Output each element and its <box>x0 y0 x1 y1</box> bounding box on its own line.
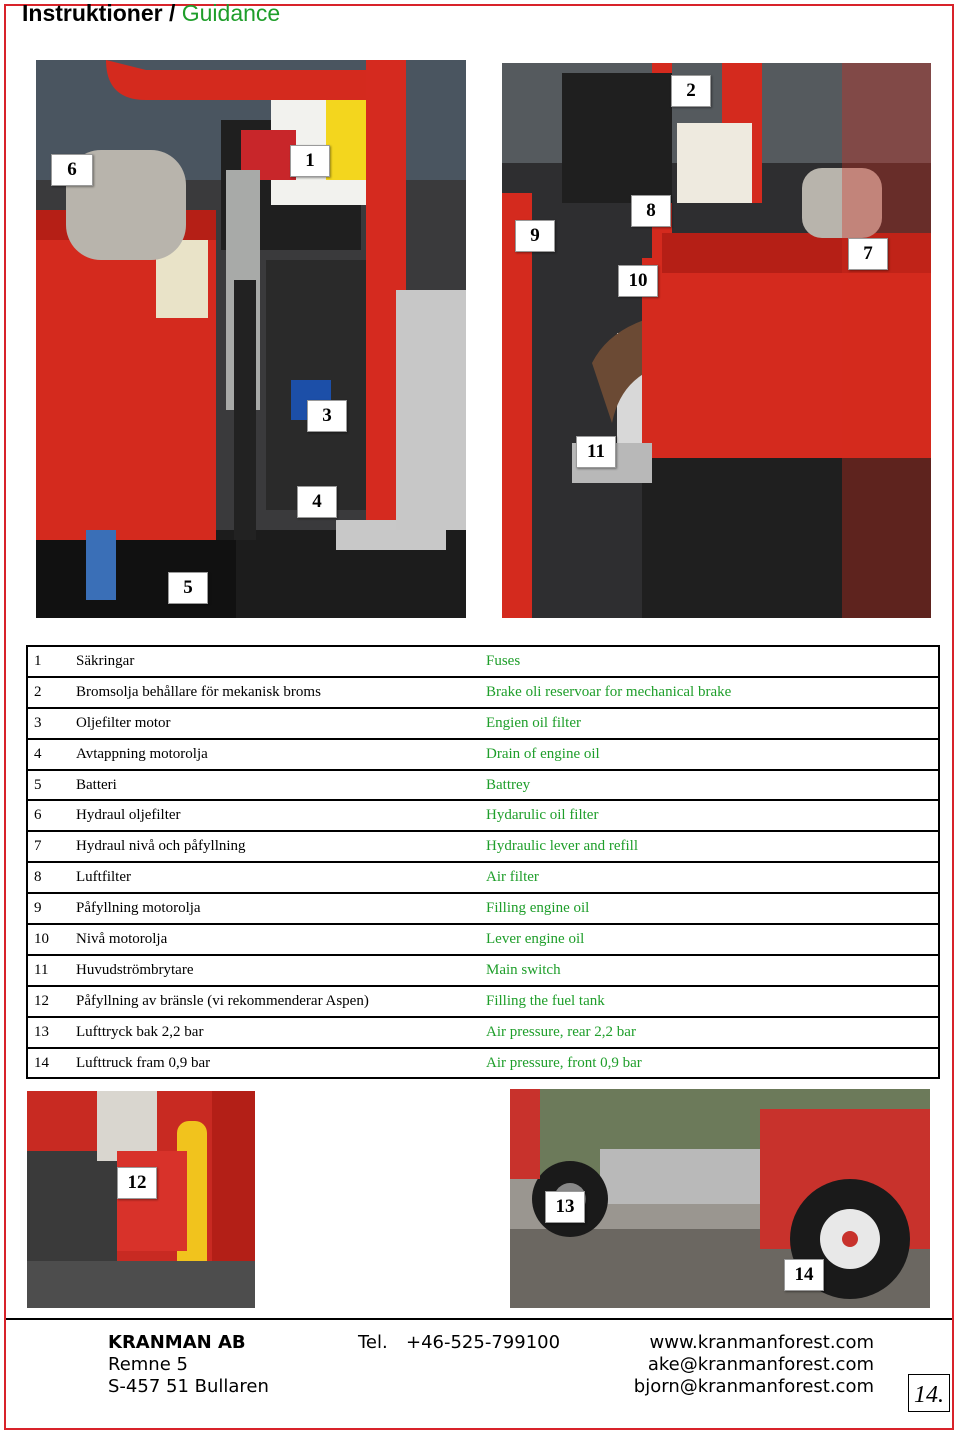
part-number: 2 <box>27 677 70 708</box>
callout-6: 6 <box>51 154 93 186</box>
callout-7: 7 <box>848 238 888 270</box>
email-ake-link[interactable]: ake@kranmanforest.com <box>647 1354 874 1375</box>
part-number: 1 <box>27 646 70 677</box>
photo-engine-right <box>502 63 931 618</box>
table-row <box>27 739 939 770</box>
footer-divider <box>6 1318 952 1320</box>
part-name-english: Filling the fuel tank <box>480 986 939 1017</box>
part-number: 11 <box>27 955 70 986</box>
part-name-swedish: Säkringar <box>70 646 480 677</box>
title-swedish: Instruktioner / <box>22 0 176 26</box>
part-number: 6 <box>27 800 70 831</box>
part-number: 13 <box>27 1017 70 1048</box>
part-number: 8 <box>27 862 70 893</box>
part-name-swedish: Påfyllning motorolja <box>70 893 480 924</box>
part-name-swedish: Lufttryck bak 2,2 bar <box>70 1017 480 1048</box>
part-name-swedish: Hydraul nivå och påfyllning <box>70 831 480 862</box>
callout-10: 10 <box>618 265 658 297</box>
table-row <box>27 1048 939 1079</box>
part-name-swedish: Påfyllning av bränsle (vi rekommenderar Aspen) <box>70 986 480 1017</box>
part-name-swedish: Hydraul oljefilter <box>70 800 480 831</box>
table-row <box>27 800 939 831</box>
part-name-swedish: Nivå motorolja <box>70 924 480 955</box>
table-row <box>27 893 939 924</box>
callout-12: 12 <box>117 1167 157 1199</box>
table-row <box>27 924 939 955</box>
callout-5: 5 <box>168 572 208 604</box>
table-row <box>27 677 939 708</box>
callout-14: 14 <box>784 1259 824 1291</box>
part-name-english: Air filter <box>480 862 939 893</box>
part-number: 14 <box>27 1048 70 1079</box>
part-number: 5 <box>27 770 70 801</box>
callout-4: 4 <box>297 486 337 518</box>
callout-8: 8 <box>631 195 671 227</box>
part-name-english: Engien oil filter <box>480 708 939 739</box>
part-number: 10 <box>27 924 70 955</box>
phone-number: +46-525-799100 <box>406 1332 561 1353</box>
part-name-english: Filling engine oil <box>480 893 939 924</box>
table-row <box>27 770 939 801</box>
email-bjorn-link[interactable]: bjorn@kranmanforest.com <box>633 1376 874 1397</box>
photo-fuel-fill <box>27 1091 255 1308</box>
part-name-english: Lever engine oil <box>480 924 939 955</box>
part-name-swedish: Luftfilter <box>70 862 480 893</box>
part-number: 7 <box>27 831 70 862</box>
part-name-swedish: Lufttruck fram 0,9 bar <box>70 1048 480 1079</box>
part-name-english: Battrey <box>480 770 939 801</box>
table-row <box>27 646 939 677</box>
company-city: S-457 51 Bullaren <box>108 1376 269 1397</box>
table-row <box>27 708 939 739</box>
callout-9: 9 <box>515 220 555 252</box>
part-number: 9 <box>27 893 70 924</box>
part-name-english: Fuses <box>480 646 939 677</box>
photo-engine-left <box>36 60 466 618</box>
part-name-english: Hydarulic oil filter <box>480 800 939 831</box>
callout-13: 13 <box>545 1191 585 1223</box>
callout-2: 2 <box>671 75 711 107</box>
parts-table <box>26 645 940 1079</box>
part-name-swedish: Batteri <box>70 770 480 801</box>
part-name-english: Main switch <box>480 955 939 986</box>
callout-11: 11 <box>576 436 616 468</box>
part-name-swedish: Oljefilter motor <box>70 708 480 739</box>
part-name-english: Brake oli reservoar for mechanical brake <box>480 677 939 708</box>
table-row <box>27 862 939 893</box>
part-name-english: Air pressure, front 0,9 bar <box>480 1048 939 1079</box>
part-name-english: Drain of engine oil <box>480 739 939 770</box>
page-number: 14. <box>908 1374 950 1412</box>
part-number: 3 <box>27 708 70 739</box>
website-link[interactable]: www.kranmanforest.com <box>649 1332 874 1353</box>
title-english: Guidance <box>181 0 281 26</box>
part-name-english: Air pressure, rear 2,2 bar <box>480 1017 939 1048</box>
part-number: 12 <box>27 986 70 1017</box>
table-row <box>27 955 939 986</box>
part-name-swedish: Huvudströmbrytare <box>70 955 480 986</box>
callout-1: 1 <box>290 145 330 177</box>
table-row <box>27 831 939 862</box>
company-name: KRANMAN AB <box>108 1332 246 1353</box>
table-row <box>27 986 939 1017</box>
callout-3: 3 <box>307 400 347 432</box>
part-name-swedish: Bromsolja behållare för mekanisk broms <box>70 677 480 708</box>
part-number: 4 <box>27 739 70 770</box>
table-row <box>27 1017 939 1048</box>
part-name-english: Hydraulic lever and refill <box>480 831 939 862</box>
part-name-swedish: Avtappning motorolja <box>70 739 480 770</box>
page-title <box>22 0 280 26</box>
company-street: Remne 5 <box>108 1354 188 1375</box>
phone-label: Tel. <box>358 1332 388 1353</box>
